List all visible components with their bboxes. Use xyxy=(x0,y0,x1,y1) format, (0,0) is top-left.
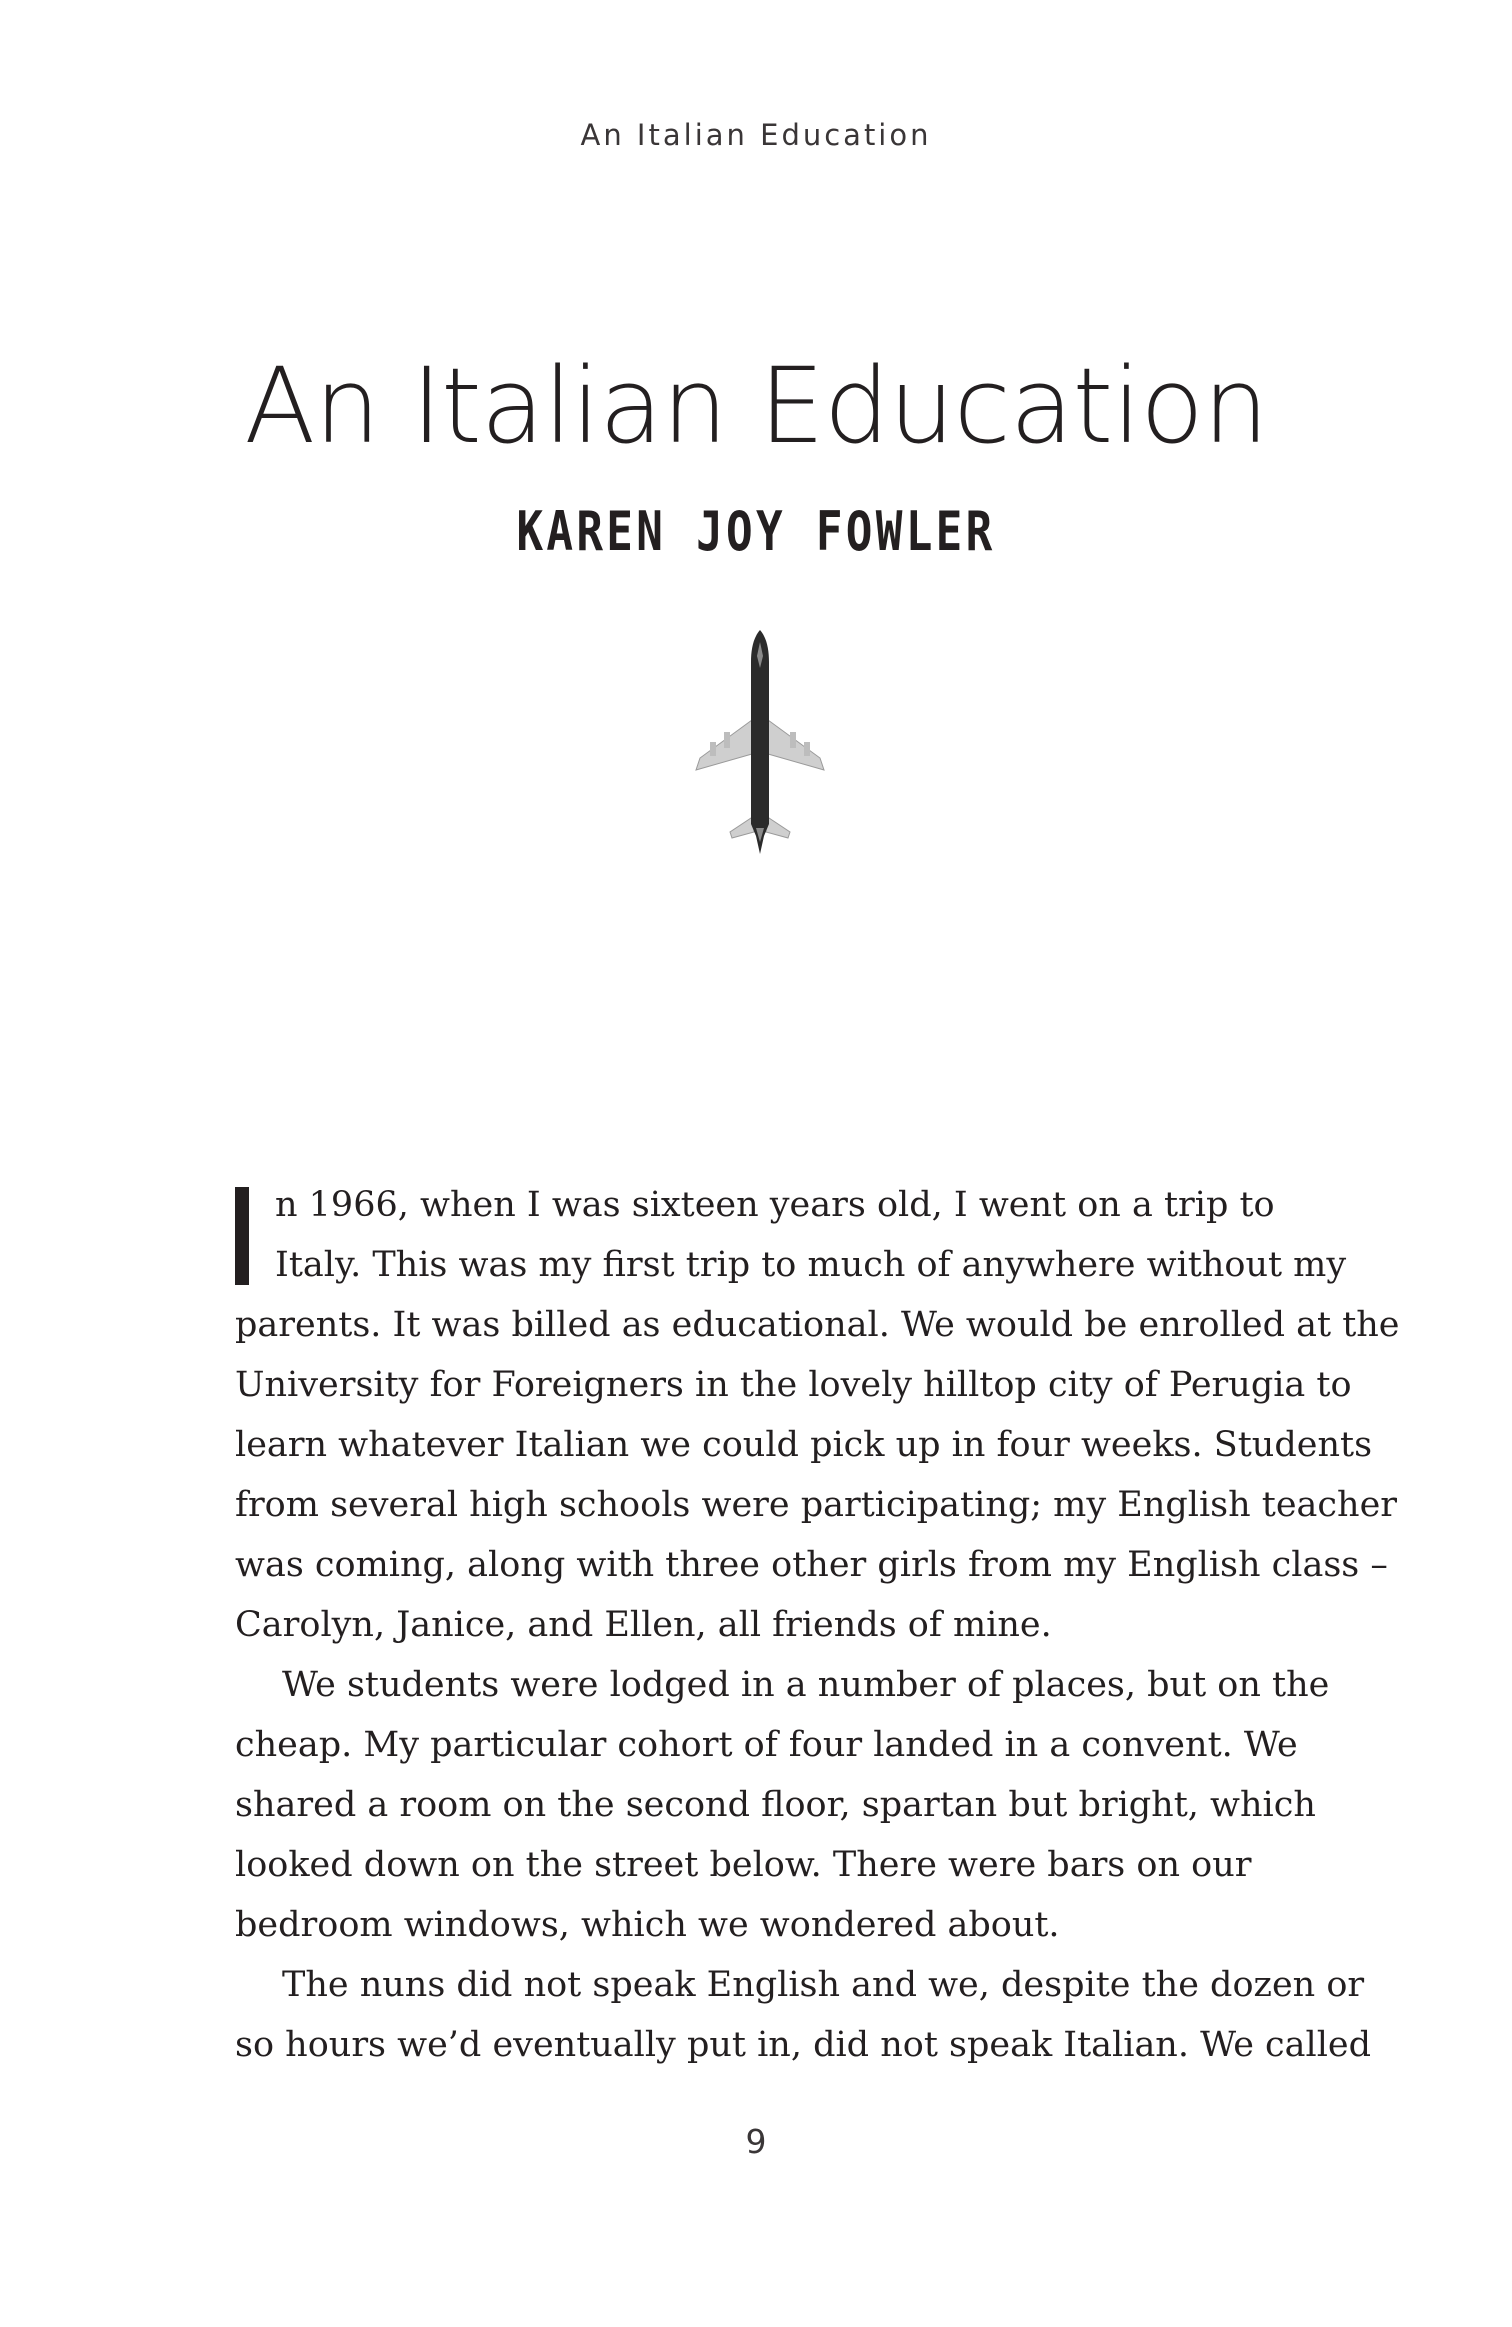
text-line: cheap. My particular cohort of four landed in a convent. We xyxy=(235,1725,1298,1765)
text-line: University for Foreigners in the lovely hilltop city of Perugia to xyxy=(235,1365,1352,1405)
text-line: from several high schools were participating; my English teacher xyxy=(235,1485,1398,1525)
airplane-icon xyxy=(690,628,830,858)
text-line: learn whatever Italian we could pick up in four weeks. Students xyxy=(235,1425,1373,1465)
text-line: looked down on the street below. There were bars on our xyxy=(235,1845,1252,1885)
text-line: Carolyn, Janice, and Ellen, all friends of mine. xyxy=(235,1605,1052,1645)
text-line: was coming, along with three other girls from my English class – xyxy=(235,1545,1388,1585)
text-line: We students were lodged in a number of places, but on the xyxy=(282,1665,1330,1705)
text-line: so hours we’d eventually put in, did not speak Italian. We called xyxy=(235,2025,1372,2065)
text-line: The nuns did not speak English and we, despite the dozen or xyxy=(282,1965,1365,2005)
page-number: 9 xyxy=(745,2122,767,2161)
body-text xyxy=(235,1175,1400,2075)
text-line: shared a room on the second floor, spartan but bright, which xyxy=(235,1785,1316,1825)
running-head: An Italian Education xyxy=(580,118,932,152)
text-line: bedroom windows, which we wondered about. xyxy=(235,1905,1060,1945)
chapter-title: An Italian Education xyxy=(244,345,1268,467)
text-line: parents. It was billed as educational. We would be enrolled at the xyxy=(235,1305,1400,1345)
text-line: Italy. This was my first trip to much of anywhere without my xyxy=(275,1245,1347,1285)
drop-cap xyxy=(235,1187,249,1285)
author-name: KAREN JOY FOWLER xyxy=(516,500,996,563)
text-line-content: n 1966, when I was sixteen years old, I went on a trip to xyxy=(275,1185,1275,1225)
text-line xyxy=(235,1175,1325,1235)
airplane-tail-left xyxy=(730,816,754,838)
airplane-tail-right xyxy=(766,816,790,838)
